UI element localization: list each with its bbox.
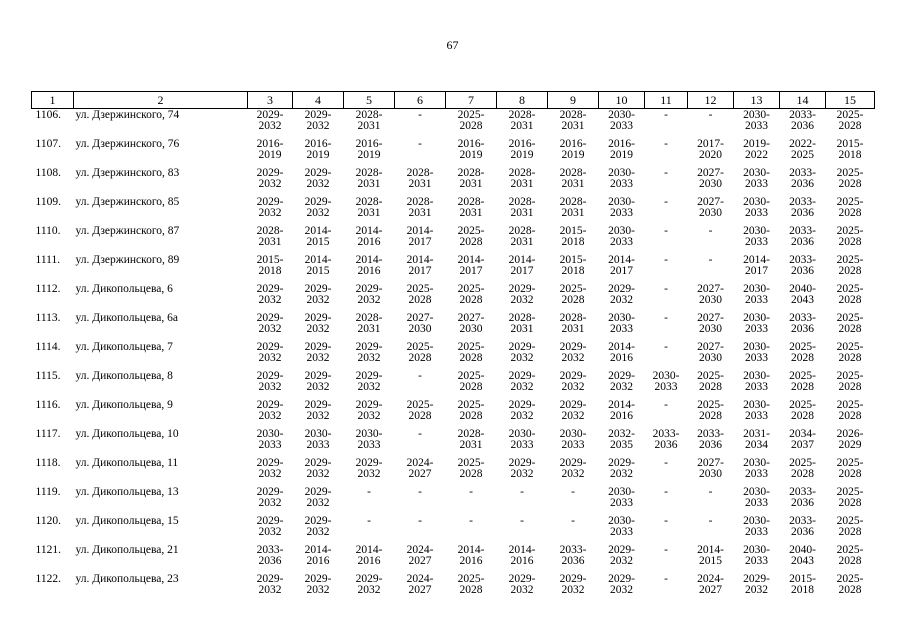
year-range-cell: 2029- 2032 <box>559 370 587 393</box>
header-cell: 15 <box>826 92 875 109</box>
year-range-cell: 2016- 2019 <box>559 138 587 161</box>
year-range-cell: 2025- 2028 <box>836 399 864 422</box>
header-cell: 7 <box>446 92 497 109</box>
year-range-cell: - <box>664 109 668 121</box>
year-range-cell: 2029- 2032 <box>355 370 383 393</box>
row-number: 1122. <box>35 573 61 585</box>
row-number: 1118. <box>35 457 61 469</box>
year-range-cell: 2025- 2028 <box>457 573 485 596</box>
year-range-cell: 2028- 2031 <box>508 109 536 132</box>
year-range-cell: 2029- 2032 <box>256 486 284 509</box>
year-range-cell: - <box>664 196 668 208</box>
year-range-cell: - <box>418 515 422 527</box>
year-range-cell: 2040- 2043 <box>789 283 816 306</box>
year-range-cell: 2033- 2036 <box>789 225 816 248</box>
year-range-cell: 2029- 2032 <box>608 457 635 480</box>
year-range-cell: 2030- 2033 <box>608 312 635 335</box>
row-address: ул. Дикопольцева, 13 <box>75 486 179 498</box>
header-cell: 11 <box>645 92 688 109</box>
year-range-cell: 2029- 2032 <box>304 573 332 596</box>
row-address: ул. Дзержинского, 85 <box>75 196 180 208</box>
row-number: 1108. <box>35 167 61 179</box>
year-range-cell: 2025- 2028 <box>836 167 864 190</box>
year-range-cell: 2030- 2033 <box>608 515 635 538</box>
year-range-cell: 2029- 2032 <box>304 283 332 306</box>
year-range-cell: 2030- 2033 <box>608 196 635 219</box>
year-range-cell: 2025- 2028 <box>836 457 864 480</box>
year-range-cell: 2014- 2017 <box>406 254 434 277</box>
year-range-cell: 2014- 2015 <box>304 225 332 248</box>
table-row <box>32 486 875 515</box>
header-cell: 8 <box>497 92 548 109</box>
row-address: ул. Дзержинского, 74 <box>75 109 180 121</box>
year-range-cell: 2027- 2030 <box>457 312 485 335</box>
table-row <box>32 573 875 602</box>
header-cell: 10 <box>599 92 645 109</box>
year-range-cell: - <box>664 138 668 150</box>
year-range-cell: 2025- 2028 <box>697 399 724 422</box>
year-range-cell: 2028- 2031 <box>355 196 383 219</box>
row-address: ул. Дзержинского, 89 <box>75 254 180 266</box>
row-address: ул. Дикопольцева, 10 <box>75 428 179 440</box>
year-range-cell: - <box>708 109 713 121</box>
year-range-cell: 2029- 2032 <box>508 341 536 364</box>
year-range-cell: - <box>469 486 473 498</box>
year-range-cell: 2025- 2028 <box>836 341 864 364</box>
header-cell: 12 <box>688 92 734 109</box>
table-row <box>32 370 875 399</box>
year-range-cell: 2032- 2035 <box>608 428 635 451</box>
year-range-cell: - <box>418 370 422 382</box>
schedule-table <box>31 91 875 602</box>
year-range-cell: 2029- 2032 <box>508 399 536 422</box>
year-range-cell: 2024- 2027 <box>406 573 434 596</box>
year-range-cell: - <box>708 254 713 266</box>
year-range-cell: 2029- 2032 <box>304 341 332 364</box>
year-range-cell: 2014- 2017 <box>406 225 434 248</box>
year-range-cell: 2030- 2033 <box>743 486 770 509</box>
year-range-cell: 2025- 2028 <box>836 515 864 538</box>
year-range-cell: 2030- 2033 <box>743 167 770 190</box>
table-row <box>32 167 875 196</box>
year-range-cell: 2015- 2018 <box>836 138 864 161</box>
row-address: ул. Дикопольцева, 9 <box>75 399 173 411</box>
year-range-cell: 2033- 2036 <box>789 167 816 190</box>
year-range-cell: - <box>708 486 713 498</box>
year-range-cell: 2014- 2016 <box>355 544 383 567</box>
table-row <box>32 428 875 457</box>
year-range-cell: 2014- 2016 <box>608 341 635 364</box>
year-range-cell: 2030- 2033 <box>559 428 587 451</box>
year-range-cell: 2028- 2031 <box>559 196 587 219</box>
year-range-cell: 2029- 2032 <box>559 399 587 422</box>
year-range-cell: 2029- 2032 <box>355 457 383 480</box>
header-cell: 2 <box>74 92 248 109</box>
row-number: 1115. <box>35 370 61 382</box>
year-range-cell: 2025- 2028 <box>457 109 485 132</box>
year-range-cell: 2029- 2032 <box>608 283 635 306</box>
year-range-cell: - <box>708 515 713 527</box>
year-range-cell: 2029- 2032 <box>256 109 284 132</box>
header-cell: 13 <box>734 92 780 109</box>
year-range-cell: 2029- 2032 <box>304 370 332 393</box>
year-range-cell: 2030- 2033 <box>743 109 770 132</box>
table-row <box>32 196 875 225</box>
year-range-cell: 2028- 2031 <box>457 196 485 219</box>
table-row <box>32 138 875 167</box>
table-row <box>32 225 875 254</box>
year-range-cell: 2014- 2017 <box>508 254 536 277</box>
year-range-cell: 2024- 2027 <box>697 573 724 596</box>
year-range-cell: 2025- 2028 <box>836 283 864 306</box>
table-row <box>32 399 875 428</box>
year-range-cell: 2030- 2033 <box>743 225 770 248</box>
year-range-cell: 2014- 2016 <box>355 254 383 277</box>
year-range-cell: 2028- 2031 <box>508 167 536 190</box>
year-range-cell: - <box>664 544 668 556</box>
year-range-cell: 2030- 2033 <box>508 428 536 451</box>
year-range-cell: 2029- 2032 <box>304 312 332 335</box>
year-range-cell: 2028- 2031 <box>406 167 434 190</box>
year-range-cell: - <box>664 457 668 469</box>
year-range-cell: 2029- 2032 <box>304 457 332 480</box>
year-range-cell: 2015- 2018 <box>789 573 816 596</box>
year-range-cell: 2029- 2032 <box>256 399 284 422</box>
year-range-cell: 2019- 2022 <box>743 138 770 161</box>
year-range-cell: 2014- 2016 <box>608 399 635 422</box>
year-range-cell: 2029- 2032 <box>355 573 383 596</box>
year-range-cell: - <box>664 399 668 411</box>
year-range-cell: 2029- 2032 <box>304 167 332 190</box>
year-range-cell: - <box>418 486 422 498</box>
year-range-cell: 2029- 2032 <box>559 573 587 596</box>
year-range-cell: - <box>520 515 524 527</box>
year-range-cell: 2025- 2028 <box>457 225 485 248</box>
year-range-cell: 2031- 2034 <box>743 428 770 451</box>
year-range-cell: 2029- 2032 <box>508 457 536 480</box>
year-range-cell: - <box>418 138 422 150</box>
year-range-cell: 2014- 2017 <box>457 254 485 277</box>
year-range-cell: 2014- 2015 <box>304 254 332 277</box>
year-range-cell: 2027- 2030 <box>697 196 724 219</box>
table-body <box>32 109 875 603</box>
year-range-cell: 2029- 2032 <box>256 457 284 480</box>
row-address: ул. Дзержинского, 83 <box>75 167 180 179</box>
year-range-cell: 2028- 2031 <box>508 196 536 219</box>
year-range-cell: 2033- 2036 <box>789 312 816 335</box>
row-number: 1120. <box>35 515 61 527</box>
year-range-cell: 2029- 2032 <box>256 167 284 190</box>
year-range-cell: 2030- 2033 <box>304 428 332 451</box>
year-range-cell: 2025- 2028 <box>836 486 864 509</box>
year-range-cell: 2025- 2028 <box>836 544 864 567</box>
year-range-cell: 2030- 2033 <box>608 225 635 248</box>
year-range-cell: - <box>520 486 524 498</box>
year-range-cell: 2025- 2028 <box>697 370 724 393</box>
year-range-cell: 2025- 2028 <box>789 457 816 480</box>
year-range-cell: 2028- 2031 <box>406 196 434 219</box>
year-range-cell: 2027- 2030 <box>697 312 724 335</box>
year-range-cell: 2029- 2032 <box>355 283 383 306</box>
year-range-cell: - <box>664 573 668 585</box>
year-range-cell: 2033- 2036 <box>652 428 680 451</box>
table-row <box>32 457 875 486</box>
year-range-cell: 2024- 2027 <box>406 457 434 480</box>
table-row <box>32 312 875 341</box>
header-cell: 5 <box>344 92 395 109</box>
year-range-cell: 2029- 2032 <box>559 457 587 480</box>
year-range-cell: 2028- 2031 <box>559 312 587 335</box>
year-range-cell: 2029- 2032 <box>608 544 635 567</box>
year-range-cell: - <box>664 312 668 324</box>
year-range-cell: 2014- 2016 <box>508 544 536 567</box>
year-range-cell: 2025- 2028 <box>836 370 864 393</box>
year-range-cell: 2029- 2032 <box>304 196 332 219</box>
year-range-cell: 2030- 2033 <box>608 486 635 509</box>
year-range-cell: - <box>708 225 713 237</box>
row-number: 1110. <box>35 225 61 237</box>
year-range-cell: - <box>664 283 668 295</box>
year-range-cell: 2029- 2032 <box>256 370 284 393</box>
row-number: 1112. <box>35 283 61 295</box>
year-range-cell: 2027- 2030 <box>697 283 724 306</box>
row-number: 1107. <box>35 138 61 150</box>
year-range-cell: 2028- 2031 <box>559 109 587 132</box>
year-range-cell: - <box>469 515 473 527</box>
year-range-cell: 2030- 2033 <box>743 370 770 393</box>
year-range-cell: - <box>571 515 575 527</box>
year-range-cell: 2015- 2018 <box>559 225 587 248</box>
year-range-cell: 2016- 2019 <box>304 138 332 161</box>
year-range-cell: 2030- 2033 <box>743 196 770 219</box>
year-range-cell: 2030- 2033 <box>743 515 770 538</box>
year-range-cell: 2028- 2031 <box>559 167 587 190</box>
row-address: ул. Дикопольцева, 7 <box>75 341 173 353</box>
row-address: ул. Дикопольцева, 8 <box>75 370 173 382</box>
year-range-cell: - <box>571 486 575 498</box>
row-address: ул. Дикопольцева, 6а <box>75 312 178 324</box>
year-range-cell: 2030- 2033 <box>608 109 635 132</box>
row-address: ул. Дзержинского, 87 <box>75 225 180 237</box>
year-range-cell: 2030- 2033 <box>743 312 770 335</box>
year-range-cell: 2017- 2020 <box>697 138 724 161</box>
year-range-cell: 2028- 2031 <box>508 225 536 248</box>
year-range-cell: 2027- 2030 <box>406 312 434 335</box>
year-range-cell: 2029- 2032 <box>508 573 536 596</box>
year-range-cell: 2030- 2033 <box>256 428 284 451</box>
year-range-cell: 2028- 2031 <box>457 167 485 190</box>
year-range-cell: 2029- 2032 <box>256 515 284 538</box>
year-range-cell: 2029- 2032 <box>256 312 284 335</box>
header-cell: 3 <box>248 92 293 109</box>
year-range-cell: 2014- 2016 <box>355 225 383 248</box>
year-range-cell: 2028- 2031 <box>256 225 284 248</box>
year-range-cell: 2014- 2017 <box>743 254 770 277</box>
year-range-cell: 2029- 2032 <box>559 341 587 364</box>
table-row <box>32 341 875 370</box>
year-range-cell: 2030- 2033 <box>355 428 383 451</box>
row-number: 1106. <box>35 109 61 121</box>
year-range-cell: 2014- 2015 <box>697 544 724 567</box>
year-range-cell: 2033- 2036 <box>789 196 816 219</box>
year-range-cell: 2022- 2025 <box>789 138 816 161</box>
row-address: ул. Дикопольцева, 23 <box>75 573 179 585</box>
table-row <box>32 515 875 544</box>
year-range-cell: 2016- 2019 <box>508 138 536 161</box>
year-range-cell: 2028- 2031 <box>355 312 383 335</box>
year-range-cell: 2029- 2032 <box>304 515 332 538</box>
table-row <box>32 544 875 573</box>
row-number: 1111. <box>35 254 61 266</box>
year-range-cell: 2025- 2028 <box>836 573 864 596</box>
header-cell: 9 <box>548 92 599 109</box>
year-range-cell: 2030- 2033 <box>652 370 680 393</box>
year-range-cell: 2029- 2032 <box>256 573 284 596</box>
year-range-cell: 2030- 2033 <box>743 341 770 364</box>
year-range-cell: - <box>367 515 371 527</box>
year-range-cell: 2028- 2031 <box>457 428 485 451</box>
year-range-cell: 2027- 2030 <box>697 341 724 364</box>
year-range-cell: 2025- 2028 <box>457 341 485 364</box>
year-range-cell: 2030- 2033 <box>743 544 770 567</box>
row-number: 1109. <box>35 196 61 208</box>
year-range-cell: 2025- 2028 <box>836 196 864 219</box>
year-range-cell: 2033- 2036 <box>789 254 816 277</box>
year-range-cell: 2029- 2032 <box>743 573 770 596</box>
year-range-cell: - <box>664 167 668 179</box>
year-range-cell: 2033- 2036 <box>789 515 816 538</box>
year-range-cell: 2014- 2016 <box>457 544 485 567</box>
page-number: 67 <box>446 38 459 52</box>
year-range-cell: 2029- 2032 <box>256 283 284 306</box>
table-row <box>32 283 875 312</box>
year-range-cell: 2026- 2029 <box>836 428 864 451</box>
row-number: 1116. <box>35 399 61 411</box>
year-range-cell: 2029- 2032 <box>508 283 536 306</box>
year-range-cell: 2034- 2037 <box>789 428 816 451</box>
year-range-cell: 2028- 2031 <box>355 167 383 190</box>
row-address: ул. Дзержинского, 76 <box>75 138 180 150</box>
year-range-cell: - <box>418 428 422 440</box>
year-range-cell: 2025- 2028 <box>789 399 816 422</box>
year-range-cell: 2025- 2028 <box>836 109 864 132</box>
year-range-cell: 2030- 2033 <box>743 457 770 480</box>
year-range-cell: 2030- 2033 <box>608 167 635 190</box>
year-range-cell: 2029- 2032 <box>304 109 332 132</box>
row-number: 1117. <box>35 428 61 440</box>
header-cell: 6 <box>395 92 446 109</box>
year-range-cell: - <box>418 109 422 121</box>
year-range-cell: 2015- 2018 <box>559 254 587 277</box>
table-header <box>32 92 875 109</box>
year-range-cell: 2024- 2027 <box>406 544 434 567</box>
year-range-cell: 2015- 2018 <box>256 254 284 277</box>
year-range-cell: 2025- 2028 <box>406 399 434 422</box>
year-range-cell: 2029- 2032 <box>304 486 332 509</box>
row-number: 1121. <box>35 544 61 556</box>
year-range-cell: 2033- 2036 <box>789 486 816 509</box>
year-range-cell: 2033- 2036 <box>697 428 724 451</box>
year-range-cell: 2014- 2016 <box>304 544 332 567</box>
year-range-cell: 2016- 2019 <box>608 138 635 161</box>
year-range-cell: 2033- 2036 <box>256 544 284 567</box>
year-range-cell: 2027- 2030 <box>697 457 724 480</box>
year-range-cell: 2029- 2032 <box>608 370 635 393</box>
year-range-cell: 2029- 2032 <box>608 573 635 596</box>
year-range-cell: 2027- 2030 <box>697 167 724 190</box>
year-range-cell: 2025- 2028 <box>457 283 485 306</box>
row-address: ул. Дикопольцева, 11 <box>75 457 179 469</box>
year-range-cell: - <box>664 254 668 266</box>
year-range-cell: 2016- 2019 <box>457 138 485 161</box>
year-range-cell: - <box>664 486 668 498</box>
year-range-cell: - <box>367 486 371 498</box>
row-number: 1114. <box>35 341 61 353</box>
year-range-cell: 2028- 2031 <box>355 109 383 132</box>
year-range-cell: 2040- 2043 <box>789 544 816 567</box>
year-range-cell: - <box>664 341 668 353</box>
year-range-cell: 2025- 2028 <box>457 399 485 422</box>
header-row <box>32 92 875 109</box>
year-range-cell: 2025- 2028 <box>836 225 864 248</box>
row-number: 1119. <box>35 486 61 498</box>
row-address: ул. Дикопольцева, 21 <box>75 544 179 556</box>
row-number: 1113. <box>35 312 61 324</box>
header-cell: 14 <box>780 92 826 109</box>
year-range-cell: 2025- 2028 <box>789 370 816 393</box>
row-address: ул. Дикопольцева, 15 <box>75 515 179 527</box>
year-range-cell: 2025- 2028 <box>836 312 864 335</box>
year-range-cell: - <box>664 225 668 237</box>
year-range-cell: 2025- 2028 <box>406 283 434 306</box>
year-range-cell: 2028- 2031 <box>508 312 536 335</box>
year-range-cell: 2025- 2028 <box>457 370 485 393</box>
table-row <box>32 109 875 139</box>
year-range-cell: 2029- 2032 <box>508 370 536 393</box>
year-range-cell: 2014- 2017 <box>608 254 635 277</box>
year-range-cell: 2025- 2028 <box>457 457 485 480</box>
year-range-cell: 2016- 2019 <box>256 138 284 161</box>
table-row <box>32 254 875 283</box>
row-address: ул. Дикопольцева, 6 <box>75 283 173 295</box>
year-range-cell: - <box>664 515 668 527</box>
header-cell: 1 <box>32 92 74 109</box>
year-range-cell: 2029- 2032 <box>355 341 383 364</box>
year-range-cell: 2030- 2033 <box>743 399 770 422</box>
year-range-cell: 2025- 2028 <box>789 341 816 364</box>
year-range-cell: 2016- 2019 <box>355 138 383 161</box>
year-range-cell: 2025- 2028 <box>559 283 587 306</box>
year-range-cell: 2029- 2032 <box>355 399 383 422</box>
year-range-cell: 2029- 2032 <box>256 341 284 364</box>
year-range-cell: 2025- 2028 <box>836 254 864 277</box>
year-range-cell: 2029- 2032 <box>304 399 332 422</box>
year-range-cell: 2025- 2028 <box>406 341 434 364</box>
year-range-cell: 2033- 2036 <box>559 544 587 567</box>
header-cell: 4 <box>293 92 344 109</box>
year-range-cell: 2029- 2032 <box>256 196 284 219</box>
year-range-cell: 2033- 2036 <box>789 109 816 132</box>
year-range-cell: 2030- 2033 <box>743 283 770 306</box>
